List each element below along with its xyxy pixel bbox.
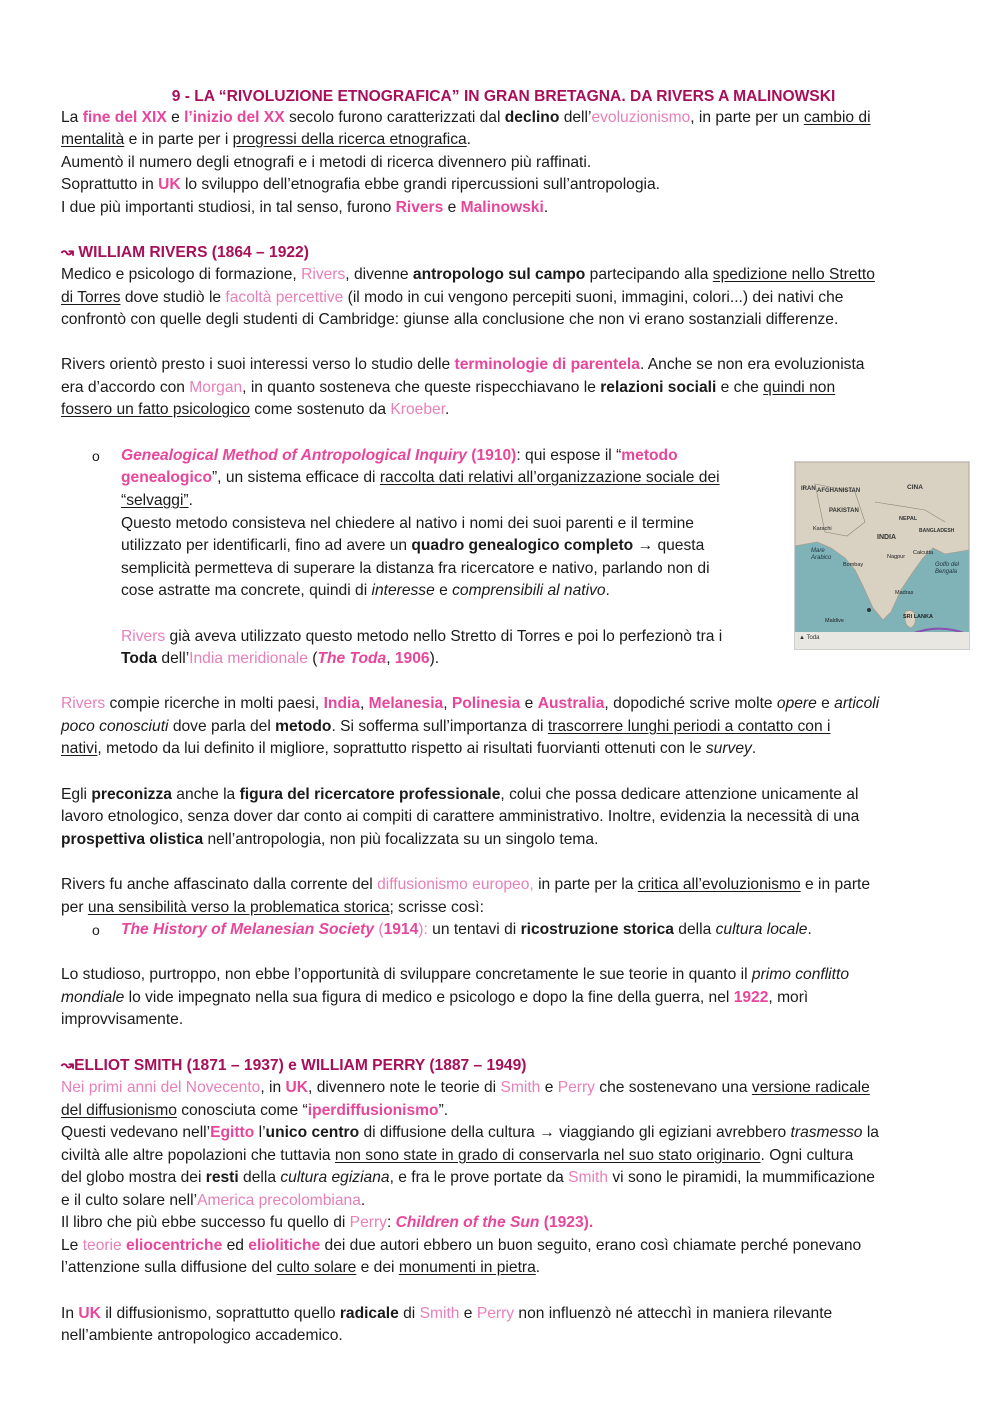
bullet-marker: o [92,922,100,938]
rivers-p4-line-3: prospettiva olistica nell’antropologia, non più focalizzata su un singolo tema. [61,831,599,848]
map-label: Calcutta [913,550,934,556]
intro-line-3: Aumentò il numero degli etnografi e i metodi di ricerca divennero più raffinati. [61,154,592,171]
smith-p1-line-6: e il culto solare nell’America precolombiana. [61,1192,366,1209]
intro-line-5: I due più importanti studiosi, in tal senso, furono Rivers e Malinowski. [61,199,549,216]
india-map-image [794,461,970,650]
smith-perry-heading: ↝ELLIOT SMITH (1871 – 1937) e WILLIAM PERRY (1887 – 1949) [61,1057,527,1074]
bullet1-line-4: Questo metodo consisteva nel chiedere al nativo i nomi dei suoi parenti e il termine [121,515,694,532]
rivers-p2-line-2: era d’accordo con Morgan, in quanto sosteneva che queste rispecchiavano le relazioni sociali e che quindi non [61,379,836,396]
rivers-p4-line-2: lavoro etnologico, senza dover dar conto ai compiti di carattere amministrativo. Inoltre, evidenzia la necessità di una [61,808,860,825]
map-label: AFGHANISTAN [817,488,861,494]
smith-p2-line-1: In UK il diffusionismo, soprattutto quello radicale di Smith e Perry non influenzò né attecchì in maniera rilevante [61,1305,833,1322]
page-title: 9 - LA “RIVOLUZIONE ETNOGRAFICA” IN GRAN BRETAGNA. DA RIVERS A MALINOWSKI [171,88,836,105]
rivers-p4-line-1: Egli preconizza anche la figura del ricercatore professionale, colui che possa dedicare attenzione unicamente al [61,786,859,803]
map-label: CINA [907,484,923,491]
map-label: Bombay [843,562,864,568]
rivers-p1-line-3: confrontò con quelle degli studenti di Cambridge: giunse alla conclusione che non vi erano sostanziali differenze. [61,311,839,328]
smith-p2-line-2: nell’ambiente antropologico accademico. [61,1327,343,1344]
smith-p1-line-7: Il libro che più ebbe successo fu quello di Perry: Children of the Sun (1923). [61,1214,594,1231]
map-label: Karachi [813,526,832,532]
bullet1-line-9: Toda dell’India meridionale (The Toda, 1906). [121,650,440,667]
smith-p1-line-3: Questi vedevano nell’Egitto l’unico centro di diffusione della cultura → viaggiando gli egiziani avrebbero trasmesso la [61,1124,879,1141]
intro-line-4: Soprattutto in UK lo sviluppo dell’etnografia ebbe grandi ripercussioni sull’antropologia. [61,176,660,193]
rivers-p3-line-2: poco conosciuti dove parla del metodo. Si sofferma sull’importanza di trascorrere lunghi periodi a contatto con i [61,718,831,735]
rivers-p6-line-2: mondiale lo vide impegnato nella sua figura di medico e psicologo e dopo la fine della guerra, nel 1922, morì [61,989,809,1006]
smith-p1-line-4: civiltà alle altre popolazioni che tuttavia non sono state in grado di conservarla nel suo stato originario. Ogni cultura [61,1147,854,1164]
bullet1-line-1: Genealogical Method of Antropological Inquiry (1910): qui espose il “metodo [121,447,678,464]
smith-p1-line-9: l’attenzione sulla diffusione del culto solare e dei monumenti in pietra. [61,1259,541,1276]
map-label: ▲ Toda [799,635,820,641]
bullet1-line-6: semplicità permetteva di superare la distanza fra ricercatore e nativo, parlando non di [121,560,710,577]
map-label: PAKISTAN [829,508,859,514]
map-label: Maldive [825,618,844,624]
map-label: INDIA [877,534,897,541]
map-label: Nagpur [887,554,906,560]
map-label: Madras [895,590,914,596]
bullet1-line-5: utilizzato per identificarli, fino ad avere un quadro genealogico completo → questa [121,537,705,554]
smith-p1-line-2: del diffusionismo conosciuta come “iperdiffusionismo”. [61,1102,449,1119]
rivers-p5-line-1: Rivers fu anche affascinato dalla corrente del diffusionismo europeo, in parte per la critica all’evoluzionismo e in parte [61,876,871,893]
rivers-heading: ↝ WILLIAM RIVERS (1864 – 1922) [61,244,309,261]
bullet2-line-1: The History of Melanesian Society (1914): un tentavi di ricostruzione storica della cultura locale. [121,921,812,938]
map-label: BANGLADESH [919,528,955,534]
bullet1-line-7: cose astratte ma concrete, quindi di interesse e comprensibili al nativo. [121,582,610,599]
map-label: NEPAL [899,516,918,522]
map-label: Golfo del Bengala [935,562,960,575]
bullet1-line-3: “selvaggi”. [121,492,193,509]
rivers-p3-line-3: nativi, metodo da lui definito il migliore, soprattutto rispetto ai risultati fuorvianti ottenuti con le survey. [61,740,757,757]
rivers-p6-line-1: Lo studioso, purtroppo, non ebbe l’opportunità di sviluppare concretamente le sue teorie in quanto il primo conflitto [61,966,849,983]
map-label: IRAN [801,486,816,492]
rivers-p1-line-2: di Torres dove studiò le facoltà percettive (il modo in cui vengono percepiti suoni, immagini, colori...) dei nativi che [61,289,844,306]
smith-p1-line-8: Le teorie eliocentriche ed eliolitiche dei due autori ebbero un buon seguito, erano così chiamate perché ponevano [61,1237,862,1254]
rivers-p6-line-3: improvvisamente. [61,1011,184,1028]
rivers-p2-line-3: fossero un fatto psicologico come sostenuto da Kroeber. [61,401,450,418]
bullet1-line-8: Rivers già aveva utilizzato questo metodo nello Stretto di Torres e poi lo perfezionò tra i [121,628,723,645]
rivers-p5-line-2: per una sensibilità verso la problematica storica; scrisse così: [61,899,484,916]
rivers-p1-line-1: Medico e psicologo di formazione, Rivers, divenne antropologo sul campo partecipando alla spedizione nello Stretto [61,266,875,283]
smith-p1-line-1: Nei primi anni del Novecento, in UK, divennero note le teorie di Smith e Perry che sostenevano una versione radicale [61,1079,870,1096]
bullet-marker: o [92,448,100,464]
rivers-p3-line-1: Rivers compie ricerche in molti paesi, India, Melanesia, Polinesia e Australia, dopodiché scrive molte opere e articoli [61,695,880,712]
map-label: Mare Arabico [811,548,832,561]
map-label: SRI LANKA [903,614,933,620]
bullet1-line-2: genealogico”, un sistema efficace di raccolta dati relativi all’organizzazione sociale dei [121,469,720,486]
intro-line-1: La fine del XIX e l’inizio del XX secolo furono caratterizzati dal declino dell’evoluzionismo, in parte per un cambio di [61,109,871,126]
rivers-p2-line-1: Rivers orientò presto i suoi interessi verso lo studio delle terminologie di parentela. Anche se non era evoluzionista [61,356,865,373]
smith-p1-line-5: del globo mostra dei resti della cultura egiziana, e fra le prove portate da Smith vi sono le piramidi, la mummificazione [61,1169,875,1186]
intro-line-2: mentalità e in parte per i progressi della ricerca etnografica. [61,131,472,148]
